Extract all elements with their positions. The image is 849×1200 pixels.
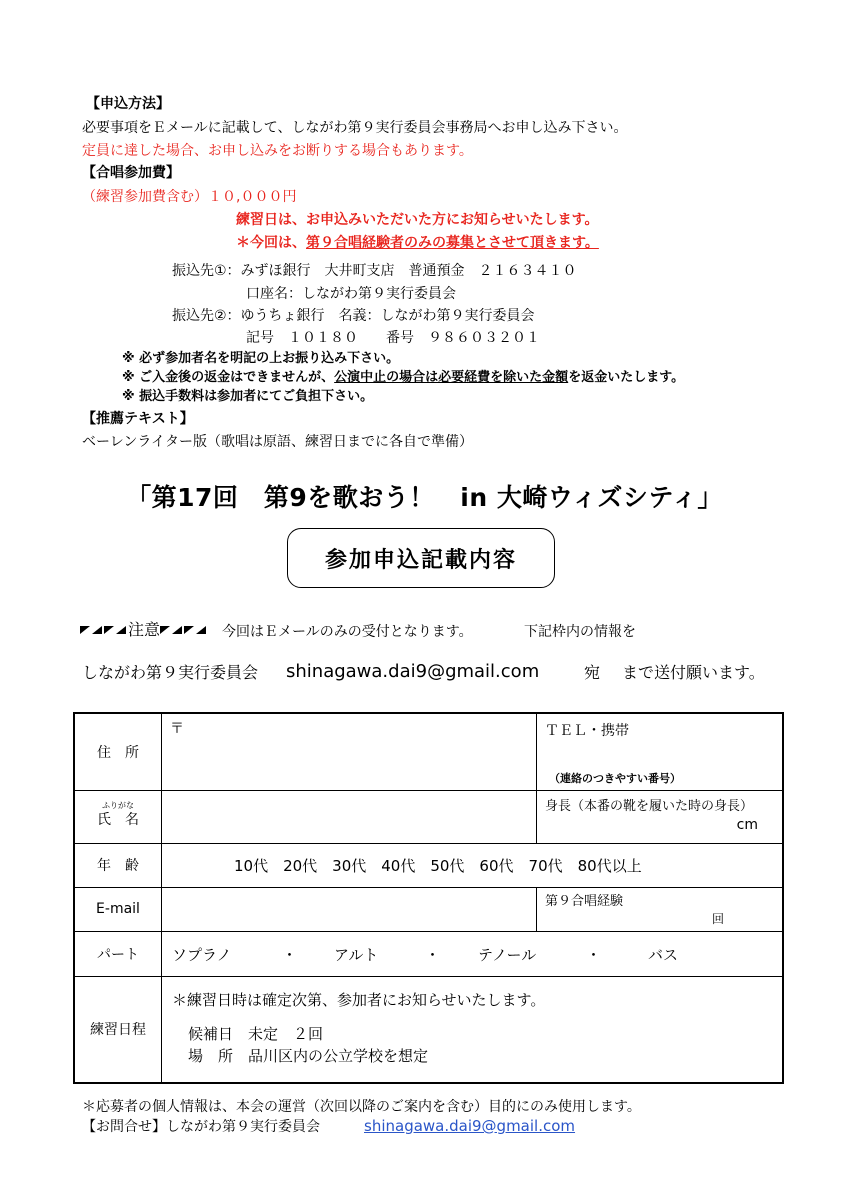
notice-decoration-left bbox=[80, 622, 128, 640]
part-soprano[interactable]: ソプラノ bbox=[172, 945, 232, 964]
part-label: パート bbox=[74, 931, 162, 976]
refund-condition: 公演中止の場合は必要経費を除いた金額 bbox=[334, 370, 569, 385]
email-field[interactable] bbox=[162, 887, 537, 931]
tel-field[interactable] bbox=[537, 713, 784, 790]
row-age bbox=[74, 843, 783, 887]
part-tenor[interactable]: テノール bbox=[478, 945, 537, 964]
postal-mark: 〒 bbox=[170, 721, 184, 737]
name-label-cell bbox=[74, 790, 162, 843]
name-field[interactable] bbox=[162, 790, 537, 843]
age-label: 年 齢 bbox=[74, 843, 162, 887]
age-options[interactable] bbox=[162, 843, 784, 887]
eligibility-prefix: ＊今回は、 bbox=[236, 235, 306, 251]
notice-below: 下記枠内の情報を bbox=[524, 624, 636, 640]
send-to-suffix: 宛 bbox=[584, 663, 601, 682]
tel-label: ＴＥＬ・携帯 bbox=[545, 723, 629, 739]
notice-decoration-right bbox=[160, 622, 208, 640]
email-label: E-mail bbox=[74, 887, 162, 931]
experience-unit: 回 bbox=[711, 911, 724, 926]
notice-label: 注意 bbox=[128, 620, 161, 639]
notice-line bbox=[80, 621, 208, 640]
practice-label: 練習日程 bbox=[74, 976, 162, 1083]
part-options[interactable] bbox=[162, 931, 784, 976]
part-separator: ・ bbox=[425, 945, 441, 964]
form-subtitle-text: 参加申込記載内容 bbox=[324, 547, 517, 573]
transfer-dest1-account: 口座名：しながわ第９実行委員会 bbox=[246, 286, 456, 302]
practice-place: 場 所 品川区内の公立学校を想定 bbox=[188, 1046, 429, 1065]
row-name bbox=[74, 790, 783, 843]
fee-practice-note: 練習日は、お申込みいただいた方にお知らせいたします。 bbox=[236, 212, 599, 228]
experience-field[interactable] bbox=[537, 887, 784, 931]
practice-info bbox=[162, 976, 784, 1083]
transfer-dest2: 振込先②：ゆうちょ銀行 名義：しながわ第９実行委員会 bbox=[172, 308, 535, 324]
text-heading: 【推薦テキスト】 bbox=[82, 411, 194, 427]
part-separator: ・ bbox=[282, 945, 298, 964]
furigana-label: ふりがな bbox=[102, 800, 134, 810]
row-practice bbox=[74, 976, 783, 1083]
part-bass[interactable]: バス bbox=[648, 945, 679, 964]
fee-amount: （練習参加費含む）１０,０００円 bbox=[82, 189, 297, 205]
address-label: 住 所 bbox=[74, 713, 162, 790]
transfer-note-refund bbox=[122, 369, 684, 386]
address-field[interactable] bbox=[162, 713, 537, 790]
application-form bbox=[73, 712, 784, 1084]
transfer-dest1: 振込先①：みずほ銀行 大井町支店 普通預金 ２１６３４１０ bbox=[172, 263, 577, 279]
practice-candidate: 候補日 未定 ２回 bbox=[188, 1024, 324, 1043]
part-separator: ・ bbox=[586, 945, 602, 964]
row-address bbox=[74, 713, 783, 790]
tel-note: （連絡のつきやすい番号） bbox=[549, 772, 681, 785]
part-alto[interactable]: アルト bbox=[334, 945, 379, 964]
apply-capacity-warning: 定員に達した場合、お申し込みをお断りする場合もあります。 bbox=[82, 143, 473, 159]
row-email bbox=[74, 887, 783, 931]
apply-heading: 【申込方法】 bbox=[86, 96, 170, 112]
row-part bbox=[74, 931, 783, 976]
age-options-text: 10代 20代 30代 40代 50代 60代 70代 80代以上 bbox=[234, 856, 642, 875]
fee-heading: 【合唱参加費】 bbox=[82, 165, 180, 181]
eligibility-condition: 第９合唱経験者のみの募集とさせて頂きます。 bbox=[306, 235, 599, 251]
refund-prefix: ※ ご入金後の返金はできませんが、 bbox=[122, 370, 335, 385]
name-label: 氏 名 bbox=[97, 811, 139, 828]
fee-eligibility-note bbox=[236, 234, 599, 252]
send-to-line bbox=[82, 663, 258, 683]
transfer-dest2-number: 記号 １０１８０ 番号 ９８６０３２０１ bbox=[246, 330, 540, 346]
notice-email-only: 今回はＥメールのみの受付となります。 bbox=[222, 624, 473, 640]
refund-suffix: を返金いたします。 bbox=[568, 370, 685, 385]
transfer-note-fee: ※ 振込手数料は参加者にてご負担下さい。 bbox=[122, 389, 374, 404]
send-to-ending: まで送付願います。 bbox=[622, 663, 765, 682]
event-title: 「第17回 第9を歌おう！ in 大崎ウィズシティ」 bbox=[126, 483, 723, 512]
text-detail: ベーレンライター版（歌唱は原語、練習日までに各自で準備） bbox=[82, 434, 473, 450]
practice-note: ＊練習日時は確定次第、参加者にお知らせいたします。 bbox=[172, 990, 546, 1009]
apply-instruction: 必要事項をＥメールに記載して、しながわ第９実行委員会事務局へお申し込み下さい。 bbox=[82, 120, 628, 136]
experience-label: 第９合唱経験 bbox=[545, 893, 624, 909]
height-field[interactable] bbox=[537, 790, 784, 843]
contact-line bbox=[82, 1118, 320, 1136]
transfer-note-name: ※ 必ず参加者名を明記の上お振り込み下さい。 bbox=[122, 351, 400, 366]
height-label: 身長（本番の靴を履いた時の身長） bbox=[545, 798, 754, 814]
form-subtitle bbox=[287, 528, 555, 588]
send-to-org: しながわ第９実行委員会 bbox=[82, 663, 259, 682]
height-unit: cm bbox=[736, 816, 758, 833]
privacy-note: ＊応募者の個人情報は、本会の運営（次回以降のご案内を含む）目的にのみ使用します。 bbox=[82, 1099, 641, 1115]
contact-email-link[interactable]: shinagawa.dai9@gmail.com bbox=[364, 1117, 576, 1135]
send-to-email[interactable]: shinagawa.dai9@gmail.com bbox=[286, 661, 540, 682]
contact-prefix: 【お問合せ】しながわ第９実行委員会 bbox=[82, 1119, 320, 1135]
